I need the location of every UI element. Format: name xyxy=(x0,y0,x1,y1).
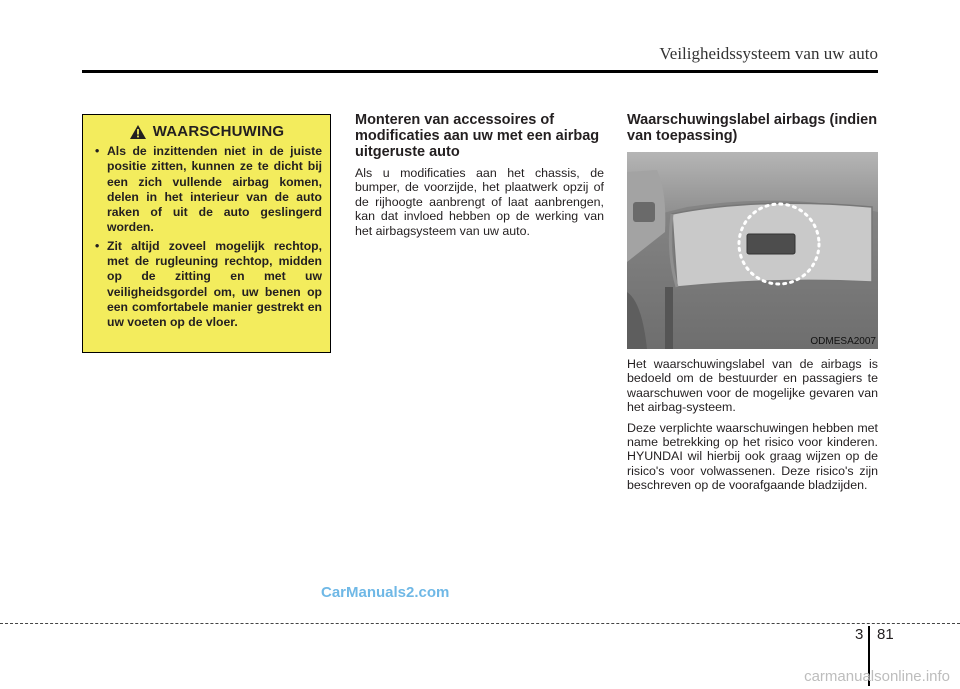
airbag-label-para-2: Deze verplichte waarschuwingen hebben met name betrekking op het risico voor kinderen. HYUNDAI wil hierbij ook graag wijzen op de risico's voor volwassenen. Deze risico's zijn beschreven op de voorafgaande bladzijden. xyxy=(627,420,878,493)
warning-item-text: Zit altijd zoveel mogelijk rechtop, met de rugleuning rechtop, midden op de zitting en met uw veiligheidsgordel om, uw benen op een comfortabele manier gestrekt en uw voeten op de vloer. xyxy=(107,238,322,330)
chapter-number: 3 xyxy=(855,626,864,643)
carmanuals-watermark: CarManuals2.com xyxy=(321,584,450,601)
sun-visor-photo xyxy=(627,152,878,349)
bottom-watermark: carmanualsonline.info xyxy=(804,668,950,685)
warning-item: • Als de inzittenden niet in de juiste positie zitten, kunnen ze te dicht bij een zich vullende airbag komen, delen in het interieur van de auto raken of uit de auto geslingerd worden. xyxy=(95,144,322,235)
accessories-body: Als u modificaties aan het chassis, de bumper, de voorzijde, het plaatwerk opzij of de rijhoogte aanbrengt of laat aanbrengen, kan dat invloed hebben op de werking van het airbagsysteem van uw auto. xyxy=(355,166,604,238)
accessories-section xyxy=(355,112,604,244)
airbag-label-para-1: Het waarschuwingslabel van de airbags is bedoeld om de bestuurder en passagiers te waarschuwen voor de mogelijke gevaren van het airbag-systeem. xyxy=(627,357,878,415)
warning-title: WAARSCHUWING xyxy=(152,123,285,140)
image-code: ODMESA2007 xyxy=(810,336,876,347)
page-header-title: Veiligheidssysteem van uw auto xyxy=(659,44,878,63)
warning-box xyxy=(82,114,331,353)
airbag-label-section xyxy=(627,112,878,499)
warning-item-text: Als de inzittenden niet in de juiste positie zitten, kunnen ze te dicht bij een zich vullende airbag komen, delen in het interieur van de auto raken of uit de auto geslingerd worden. xyxy=(107,144,322,235)
page-number: 81 xyxy=(877,626,894,643)
airbag-label-heading: Waarschuwingslabel airbags (indien van toepassing) xyxy=(627,112,878,144)
warning-item: • Zit altijd zoveel mogelijk rechtop, met de rugleuning rechtop, midden op de zitting en met uw veiligheidsgordel om, uw benen op een comfortabele manier gestrekt en uw voeten op de vloer. xyxy=(95,238,322,330)
header-rule xyxy=(82,70,878,73)
warning-list xyxy=(91,144,322,331)
warning-triangle-icon xyxy=(129,124,147,140)
accessories-heading: Monteren van accessoires of modificaties aan uw met een airbag uitgeruste auto xyxy=(355,112,600,160)
footer-rule xyxy=(0,623,960,624)
sun-visor-illustration xyxy=(627,152,878,349)
warning-header xyxy=(91,123,322,140)
